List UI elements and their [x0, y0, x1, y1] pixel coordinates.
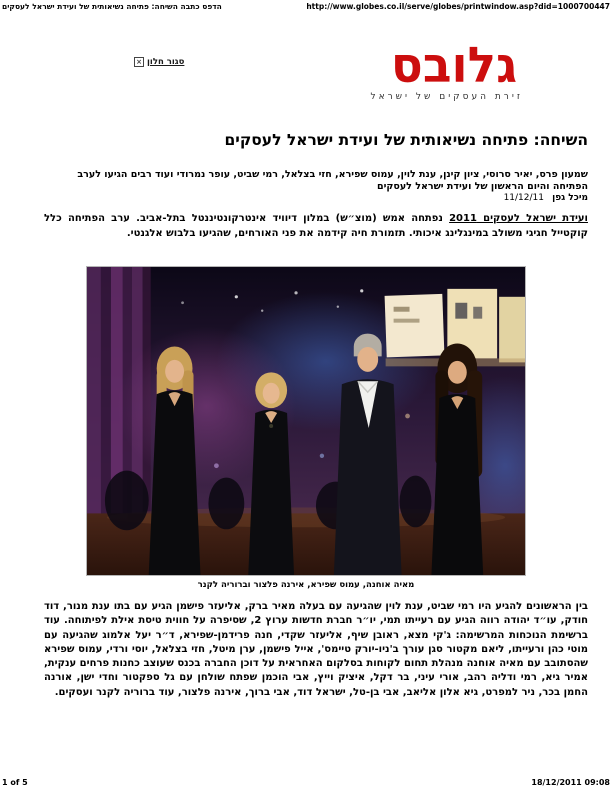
print-header: [2, 2, 610, 11]
photo-caption: מאיה אוחנה, עמוס שפירא, אירנה פלצור וברוריה לקנר: [197, 580, 415, 590]
close-window-link[interactable]: [134, 57, 184, 67]
article-headline: השיחה: פתיחה נשיאותית של ועידת ישראל לעסקים: [224, 131, 588, 149]
author-name: מיכל גפן: [552, 193, 588, 203]
event-photo-illustration: [87, 267, 525, 575]
article-subtitle: שמעון פרס, יאיר סרוסי, ציון קינן, ענת לוין, עמוס שפירא, חזי בצלאל, רמי שביט, עופר נמרודי ועוד רבים הגיעו לערב הפתיחה והיום הראשון של ועידת ישראל לעסקים: [77, 169, 588, 192]
globes-logo-text: גלובס: [390, 36, 518, 95]
article-body: בין הראשונים להגיע היו רמי שביט, ענת לוין שהגיעה עם בעלה מאיר ברק, אליעזר פישמן הגיע עם בתו ענת מנור, דוד חודק, עו״ד יהודה רווה הגיע עם רעייתו תמי, יו״ר חברת חדשות ערוץ 2, שסיפרה על חווית טיסת אילת לפיתוחה. עוד ברשימת הנוכחות המרשימה: ג'קי מצא, ראובן שיף, אליעזר שקדי, חנה פרידמן-שפירא, ד״ר יעל אלמוג שהגיעה עם מוטי כהן ורעייתו, ליאם מקטור סגן עורך ב'ניו-יורק טיימס', אייל פישמן, ערן מיטל, חזי בצלאל, יוסי ורדי, עמוס שפירא שהסתובב עם מאיה אוחנה מנהלת תחום לקוחות בסלקום האחראית על דוכן החברה בכנס שעוצב כחנות פרחים ענקית, אמיר גיא, רמי ודליה רהב, אורי עיני, בר דקל, איציק וייץ, אבי הוכמן שפתח שולחן עם גל ספקטור וחדי ישן, אורנה החמן בכר, ניר למפרט, גיא אלון אליאב, אבי בן-טל, ישראל דוד, אבי ברוך, אירנה פלצור, עוד ברוריה לקנר ועסקים.: [44, 601, 588, 698]
author-date-line: [504, 193, 588, 203]
publish-date: 11/12/11: [503, 193, 544, 203]
page-number: 1 of 5: [2, 778, 28, 787]
print-header-title: הדפס כתבה השיחה: פתיחה נשיאותית של ועידת ישראל לעסקים: [2, 2, 222, 11]
window-close-icon[interactable]: ×: [134, 57, 144, 67]
globes-tagline: זירת העסקים של ישראל: [370, 92, 523, 102]
conference-link[interactable]: ועידת ישראל לעסקים 2011: [449, 213, 588, 224]
lead-text: נפתחה אמש (מוצ״ש) במלון דיוויד אינטרקונטיננטל בתל-אביב. ערב הפתיחה כלל קוקטייל חגיגי משולב במינגלינג איכותי. תזמורת חיה קידמה את פני האורחים, שהגיעו בלבוש אלגנטי.: [44, 213, 588, 239]
globes-logo: [370, 36, 523, 102]
close-window-label[interactable]: סגור חלון: [147, 57, 185, 67]
lead-paragraph: [44, 212, 588, 241]
event-photo: [86, 266, 526, 576]
figure-woman-right: [431, 344, 483, 575]
print-timestamp: 18/12/2011 09:08: [531, 778, 610, 787]
print-header-url: http://www.globes.co.il/serve/globes/printwindow.asp?did=1000700447: [306, 2, 610, 11]
